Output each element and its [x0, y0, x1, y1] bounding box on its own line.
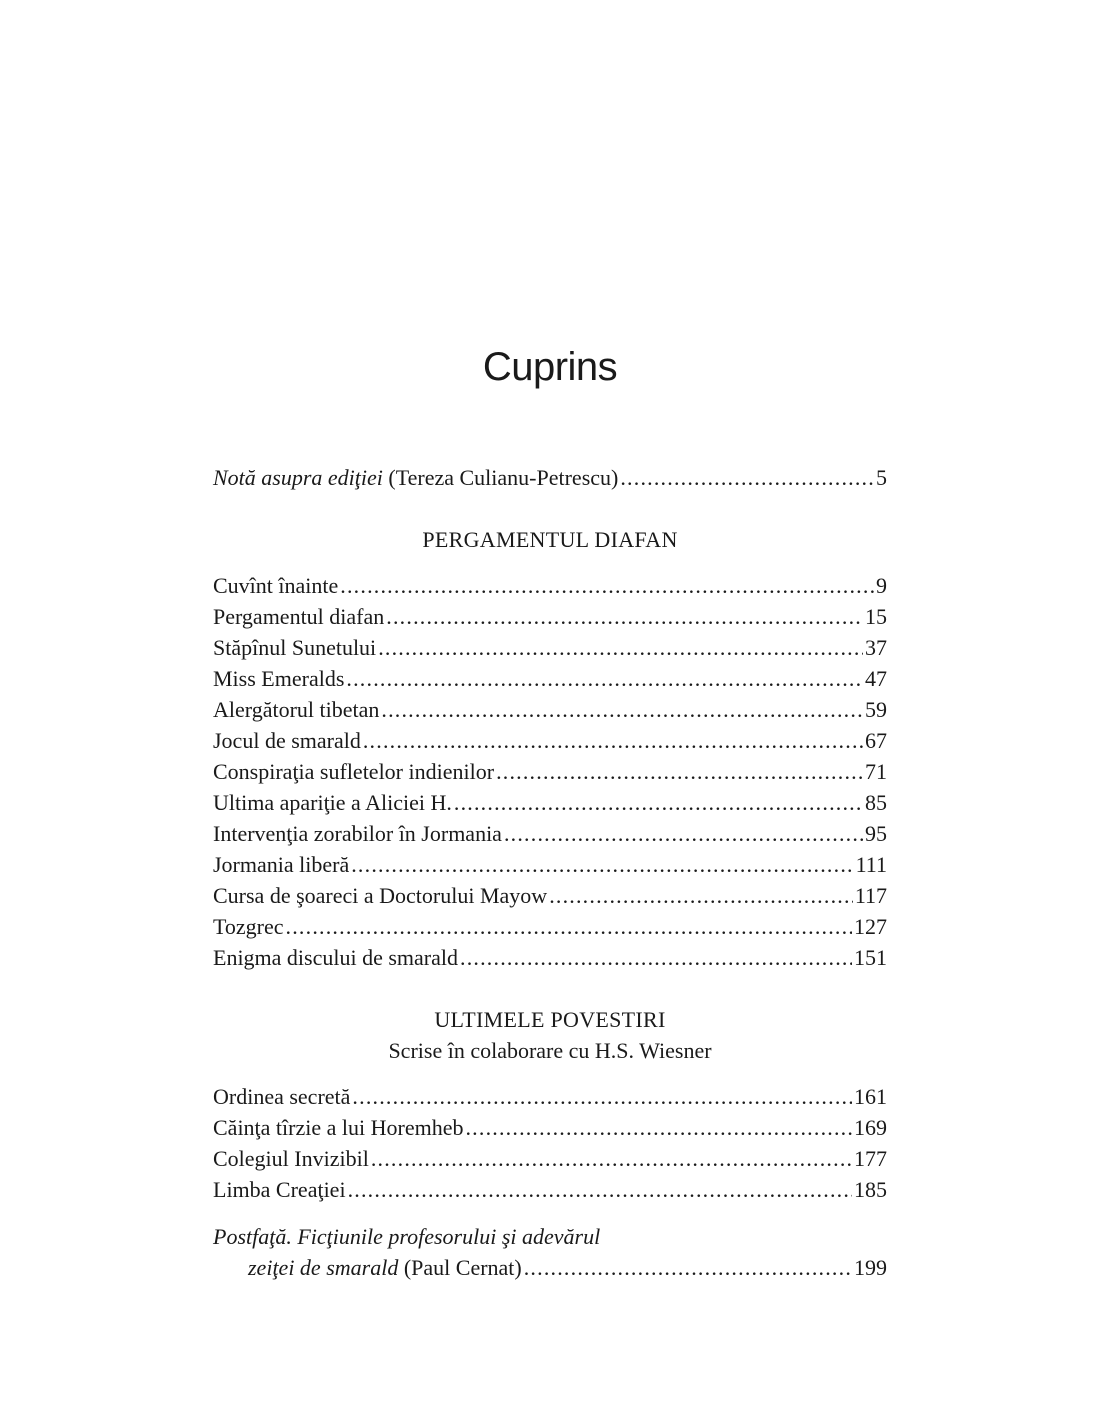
toc-entry [213, 880, 887, 911]
dot-leader [348, 1174, 852, 1205]
toc-entry [213, 725, 887, 756]
toc-page-number: 169 [854, 1115, 887, 1140]
dot-leader [460, 942, 852, 973]
toc-page-number: 59 [865, 697, 887, 722]
dot-leader [496, 756, 863, 787]
toc-page-number: 117 [854, 883, 887, 908]
toc-page-number: 199 [854, 1255, 887, 1280]
toc-entry [213, 818, 887, 849]
toc-page-number: 185 [854, 1177, 887, 1202]
dot-leader [351, 849, 853, 880]
toc-page-number: 85 [865, 790, 887, 815]
dot-leader [346, 663, 863, 694]
toc-entry-label: Colegiul Invizibil [213, 1146, 369, 1171]
toc-entry-intro [213, 462, 887, 493]
dot-leader [286, 911, 852, 942]
dot-leader [465, 1112, 852, 1143]
toc-entry-label: Cuvînt înainte [213, 573, 339, 598]
section-heading: PERGAMENTUL DIAFAN [422, 527, 678, 552]
toc-entry-postface [213, 1252, 887, 1283]
toc-page-number: 9 [876, 573, 887, 598]
toc-entry-label: Cursa de şoareci a Doctorului Mayow [213, 883, 548, 908]
dot-leader [363, 725, 863, 756]
toc-page-number: 15 [865, 604, 887, 629]
toc-page-number: 95 [865, 821, 887, 846]
page-title: Cuprins [482, 345, 618, 389]
toc-entry-label: Limba Creaţiei [213, 1177, 346, 1202]
toc-page-number: 111 [855, 852, 887, 877]
toc-entry [213, 849, 887, 880]
section-entries [213, 1081, 887, 1205]
toc-entry-label: Stăpînul Sunetului [213, 635, 377, 660]
toc-entry-label: Intervenţia zorabilor în Jormania [213, 821, 502, 846]
toc-entry-label [248, 1252, 522, 1283]
toc-entry [213, 663, 887, 694]
toc-page-number: 37 [865, 635, 887, 660]
toc-entry [213, 787, 887, 818]
toc-entry-label: Căinţa tîrzie a lui Horemheb [213, 1115, 464, 1140]
toc-page-number: 71 [865, 759, 887, 784]
toc-page-number: 127 [854, 914, 887, 939]
toc-entry [213, 1174, 887, 1205]
toc-page-number: 47 [865, 666, 887, 691]
toc-entry-label-author: (Paul Cernat) [398, 1255, 522, 1280]
toc-entry [213, 601, 887, 632]
toc-entry-label-italic: Notă asupra ediţiei [213, 465, 383, 490]
toc-entry [213, 1143, 887, 1174]
toc-entry-label: Ordinea secretă [213, 1084, 351, 1109]
dot-leader [371, 1143, 852, 1174]
dot-leader [524, 1252, 852, 1283]
toc-entry [213, 632, 887, 663]
toc-entry-label: Enigma discului de smarald [213, 945, 458, 970]
toc-page-number: 161 [854, 1084, 887, 1109]
toc-entry-label [213, 462, 618, 493]
dot-leader [620, 462, 874, 493]
toc-entry-label-italic: zeiţei de smarald [248, 1255, 399, 1280]
dot-leader [340, 570, 874, 601]
toc-page-number: 5 [876, 465, 887, 490]
toc-entry-label: Tozgrec [213, 914, 284, 939]
table-of-contents [213, 462, 887, 1283]
dot-leader [549, 880, 853, 911]
toc-entry [213, 942, 887, 973]
toc-page-number: 67 [865, 728, 887, 753]
toc-entry-label: Ultima apariţie a Aliciei H. [213, 790, 452, 815]
toc-entry-postface-line1: Postfaţă. Ficţiunile profesorului şi adevărul [213, 1224, 601, 1249]
toc-entry [213, 1081, 887, 1112]
toc-entry [213, 694, 887, 725]
toc-page-number: 177 [854, 1146, 887, 1171]
dot-leader [381, 694, 863, 725]
toc-entry-label: Jocul de smarald [213, 728, 361, 753]
dot-leader [352, 1081, 852, 1112]
toc-entry [213, 570, 887, 601]
toc-entry-label: Alergătorul tibetan [213, 697, 380, 722]
dot-leader [454, 787, 863, 818]
toc-page-number: 151 [854, 945, 887, 970]
toc-entry [213, 756, 887, 787]
dot-leader [504, 818, 863, 849]
toc-entry [213, 1112, 887, 1143]
toc-entry-label: Miss Emeralds [213, 666, 345, 691]
toc-entry-label: Pergamentul diafan [213, 604, 385, 629]
toc-entry-label-author: (Tereza Culianu-Petrescu) [382, 465, 619, 490]
toc-entry-label: Conspiraţia sufletelor indienilor [213, 759, 495, 784]
section-subheading: Scrise în colaborare cu H.S. Wiesner [388, 1038, 712, 1063]
dot-leader [378, 632, 863, 663]
dot-leader [386, 601, 863, 632]
toc-entry-label: Jormania liberă [213, 852, 350, 877]
section-heading: ULTIMELE POVESTIRI [434, 1007, 666, 1032]
section-entries [213, 570, 887, 973]
toc-entry [213, 911, 887, 942]
